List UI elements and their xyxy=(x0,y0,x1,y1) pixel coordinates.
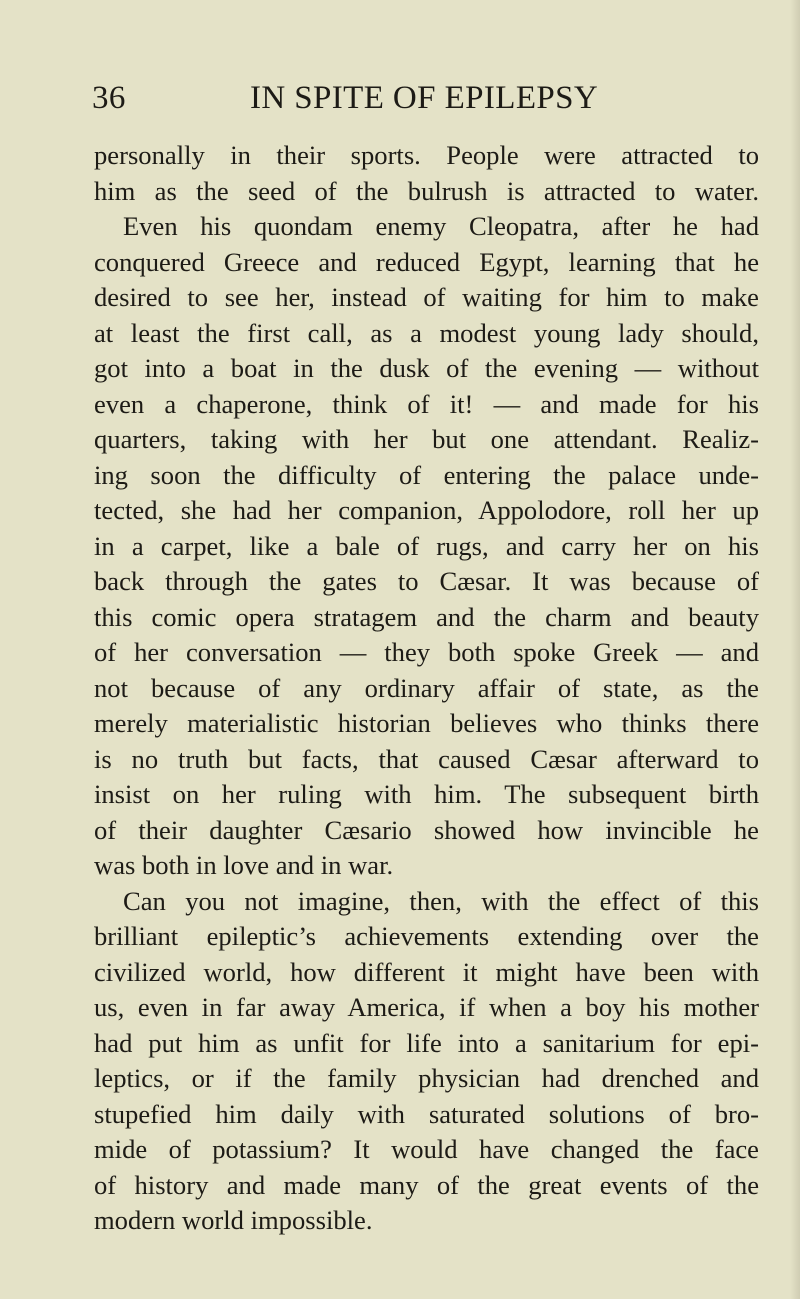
text-line: us, even in far away America, if when a boy his mother xyxy=(94,992,759,1022)
text-line: brilliant epileptic’s achievements extending over the xyxy=(94,921,759,951)
text-line: in a carpet, like a bale of rugs, and carry her on his xyxy=(94,530,759,561)
text-line: Can you not imagine, then, with the effect of this xyxy=(123,885,759,916)
text-line: conquered Greece and reduced Egypt, learning that he xyxy=(94,246,759,277)
text-line: him as the seed of the bulrush is attracted to water. xyxy=(94,175,759,206)
text-line: desired to see her, instead of waiting for him to make xyxy=(94,282,759,312)
page-edge-shadow xyxy=(790,0,800,1299)
text-line: of their daughter Cæsario showed how invincible he xyxy=(94,814,759,845)
text-line: had put him as unfit for life into a sanitarium for epi- xyxy=(94,1027,759,1058)
text-line: is no truth but facts, that caused Cæsar afterward to xyxy=(94,743,759,774)
body-text xyxy=(94,138,759,1239)
text-line: stupefied him daily with saturated solutions of bro- xyxy=(94,1098,759,1129)
text-line: modern world impossible. xyxy=(94,1205,373,1235)
text-line: merely materialistic historian believes who thinks there xyxy=(94,708,759,738)
text-line: Even his quondam enemy Cleopatra, after he had xyxy=(123,211,759,241)
text-line: mide of potassium? It would have changed the face xyxy=(94,1134,759,1164)
text-line: personally in their sports. People were attracted to xyxy=(94,140,759,170)
text-line: leptics, or if the family physician had drenched and xyxy=(94,1063,759,1093)
text-line: got into a boat in the dusk of the evening — without xyxy=(94,353,759,383)
text-line: civilized world, how different it might have been with xyxy=(94,956,759,987)
text-line: ing soon the difficulty of entering the palace unde- xyxy=(94,459,759,490)
text-line: even a chaperone, think of it! — and made for his xyxy=(94,388,759,419)
text-line: this comic opera stratagem and the charm and beauty xyxy=(94,601,759,632)
page-number: 36 xyxy=(92,80,126,116)
text-line: quarters, taking with her but one attendant. Realiz- xyxy=(94,424,759,454)
text-line: of history and made many of the great events of the xyxy=(94,1169,759,1200)
running-title: IN SPITE OF EPILEPSY xyxy=(250,80,599,116)
text-line: at least the first call, as a modest young lady should, xyxy=(94,317,759,348)
text-line: of her conversation — they both spoke Greek — and xyxy=(94,637,759,667)
running-head xyxy=(92,80,732,124)
text-line: back through the gates to Cæsar. It was because of xyxy=(94,566,759,596)
text-line: was both in love and in war. xyxy=(94,850,394,880)
text-line: not because of any ordinary affair of state, as the xyxy=(94,672,759,703)
text-line: insist on her ruling with him. The subsequent birth xyxy=(94,779,759,809)
text-line: tected, she had her companion, Appolodore, roll her up xyxy=(94,495,759,525)
